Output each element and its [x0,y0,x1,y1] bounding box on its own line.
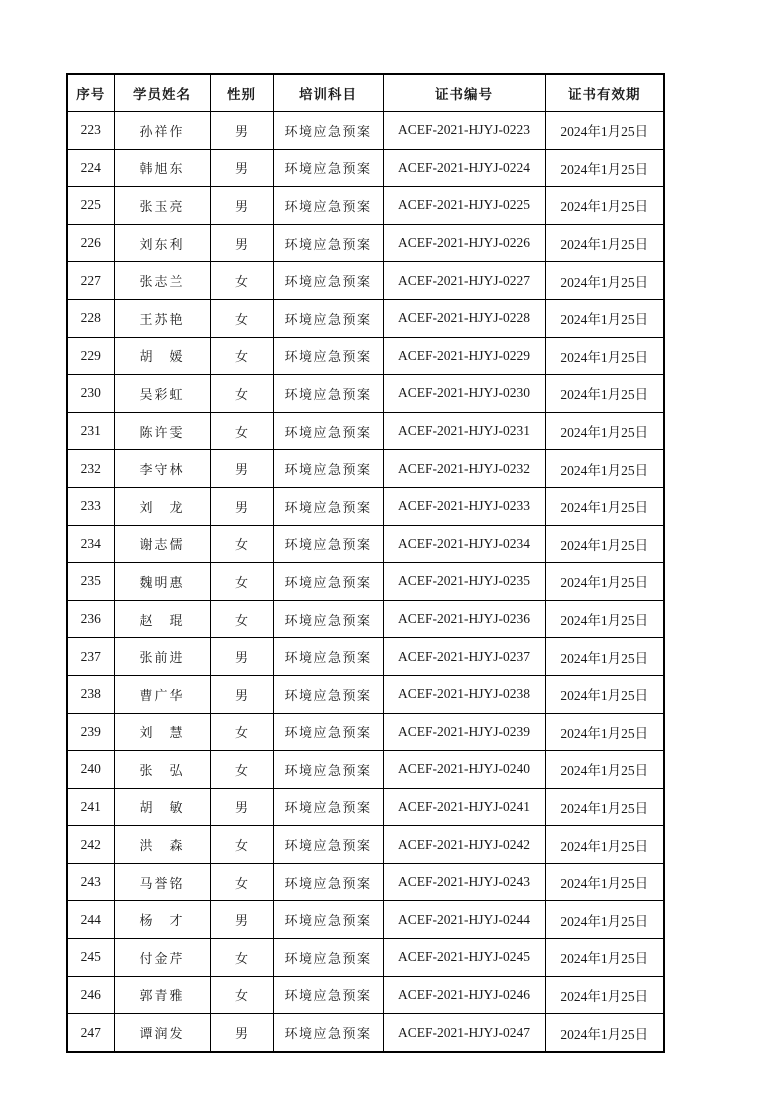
table-row [67,713,664,751]
gender-cell: 女 [210,751,273,789]
training-subject-cell: 环境应急预案 [273,600,383,638]
table-row [67,149,664,187]
certificate-validity-cell: 2024年1月25日 [545,149,664,187]
serial-cell: 227 [67,262,114,300]
training-subject-cell: 环境应急预案 [273,375,383,413]
table-row [67,187,664,225]
certificate-validity-cell: 2024年1月25日 [545,863,664,901]
gender-cell: 男 [210,187,273,225]
gender-cell: 女 [210,525,273,563]
certificate-number-cell: ACEF-2021-HJYJ-0245 [383,939,545,977]
student-name-cell: 刘 龙 [114,487,210,525]
student-name-cell: 马誉铭 [114,863,210,901]
gender-cell: 女 [210,863,273,901]
gender-cell: 男 [210,901,273,939]
certificate-number-cell: ACEF-2021-HJYJ-0244 [383,901,545,939]
table-row [67,788,664,826]
serial-cell: 242 [67,826,114,864]
certificate-number-cell: ACEF-2021-HJYJ-0236 [383,600,545,638]
serial-cell: 239 [67,713,114,751]
gender-cell: 女 [210,299,273,337]
certificate-validity-cell: 2024年1月25日 [545,751,664,789]
student-name-cell: 韩旭东 [114,149,210,187]
certificate-validity-cell: 2024年1月25日 [545,337,664,375]
serial-cell: 231 [67,412,114,450]
gender-cell: 女 [210,600,273,638]
training-subject-cell: 环境应急预案 [273,939,383,977]
column-header-training-subject: 培训科目 [273,74,383,112]
column-header-gender: 性别 [210,74,273,112]
table-row [67,487,664,525]
certificate-validity-cell: 2024年1月25日 [545,713,664,751]
serial-cell: 224 [67,149,114,187]
training-subject-cell: 环境应急预案 [273,337,383,375]
certificate-validity-cell: 2024年1月25日 [545,224,664,262]
training-subject-cell: 环境应急预案 [273,149,383,187]
certificate-validity-cell: 2024年1月25日 [545,487,664,525]
serial-cell: 243 [67,863,114,901]
serial-cell: 230 [67,375,114,413]
table-row [67,751,664,789]
gender-cell: 女 [210,262,273,300]
certificate-validity-cell: 2024年1月25日 [545,563,664,601]
table-row [67,224,664,262]
certificate-number-cell: ACEF-2021-HJYJ-0233 [383,487,545,525]
student-name-cell: 魏明惠 [114,563,210,601]
training-subject-cell: 环境应急预案 [273,262,383,300]
table-row [67,299,664,337]
certificate-validity-cell: 2024年1月25日 [545,187,664,225]
student-name-cell: 付金芹 [114,939,210,977]
table-row [67,337,664,375]
table-row [67,1014,664,1052]
serial-cell: 233 [67,487,114,525]
table-row [67,826,664,864]
certificate-validity-cell: 2024年1月25日 [545,1014,664,1052]
column-header-certificate-number: 证书编号 [383,74,545,112]
serial-cell: 234 [67,525,114,563]
gender-cell: 女 [210,976,273,1014]
training-subject-cell: 环境应急预案 [273,826,383,864]
certificate-validity-cell: 2024年1月25日 [545,976,664,1014]
gender-cell: 男 [210,1014,273,1052]
serial-cell: 228 [67,299,114,337]
table-row [67,563,664,601]
certificate-validity-cell: 2024年1月25日 [545,112,664,150]
training-subject-cell: 环境应急预案 [273,299,383,337]
gender-cell: 女 [210,375,273,413]
certificate-validity-cell: 2024年1月25日 [545,901,664,939]
certificate-validity-cell: 2024年1月25日 [545,412,664,450]
student-name-cell: 陈许雯 [114,412,210,450]
training-subject-cell: 环境应急预案 [273,187,383,225]
serial-cell: 247 [67,1014,114,1052]
table-row [67,412,664,450]
certificate-table [66,73,665,1053]
training-subject-cell: 环境应急预案 [273,224,383,262]
training-subject-cell: 环境应急预案 [273,563,383,601]
table-row [67,638,664,676]
serial-cell: 245 [67,939,114,977]
table-row [67,262,664,300]
training-subject-cell: 环境应急预案 [273,675,383,713]
certificate-validity-cell: 2024年1月25日 [545,788,664,826]
table-row [67,375,664,413]
certificate-number-cell: ACEF-2021-HJYJ-0231 [383,412,545,450]
certificate-validity-cell: 2024年1月25日 [545,600,664,638]
table-row [67,863,664,901]
certificate-validity-cell: 2024年1月25日 [545,262,664,300]
serial-cell: 240 [67,751,114,789]
training-subject-cell: 环境应急预案 [273,901,383,939]
student-name-cell: 刘 慧 [114,713,210,751]
table-row [67,675,664,713]
table-row [67,450,664,488]
certificate-number-cell: ACEF-2021-HJYJ-0227 [383,262,545,300]
gender-cell: 女 [210,412,273,450]
certificate-number-cell: ACEF-2021-HJYJ-0242 [383,826,545,864]
certificate-number-cell: ACEF-2021-HJYJ-0232 [383,450,545,488]
student-name-cell: 曹广华 [114,675,210,713]
certificate-validity-cell: 2024年1月25日 [545,375,664,413]
gender-cell: 女 [210,713,273,751]
serial-cell: 238 [67,675,114,713]
serial-cell: 226 [67,224,114,262]
training-subject-cell: 环境应急预案 [273,976,383,1014]
gender-cell: 男 [210,675,273,713]
serial-cell: 225 [67,187,114,225]
certificate-number-cell: ACEF-2021-HJYJ-0225 [383,187,545,225]
gender-cell: 男 [210,224,273,262]
training-subject-cell: 环境应急预案 [273,751,383,789]
serial-cell: 244 [67,901,114,939]
training-subject-cell: 环境应急预案 [273,638,383,676]
certificate-number-cell: ACEF-2021-HJYJ-0243 [383,863,545,901]
training-subject-cell: 环境应急预案 [273,412,383,450]
certificate-number-cell: ACEF-2021-HJYJ-0224 [383,149,545,187]
student-name-cell: 郭青雅 [114,976,210,1014]
student-name-cell: 胡 媛 [114,337,210,375]
certificate-number-cell: ACEF-2021-HJYJ-0230 [383,375,545,413]
certificate-number-cell: ACEF-2021-HJYJ-0223 [383,112,545,150]
serial-cell: 223 [67,112,114,150]
column-header-serial: 序号 [67,74,114,112]
training-subject-cell: 环境应急预案 [273,112,383,150]
student-name-cell: 刘东利 [114,224,210,262]
student-name-cell: 谭润发 [114,1014,210,1052]
serial-cell: 246 [67,976,114,1014]
table-header [67,74,664,112]
gender-cell: 女 [210,563,273,601]
certificate-number-cell: ACEF-2021-HJYJ-0247 [383,1014,545,1052]
gender-cell: 男 [210,487,273,525]
certificate-number-cell: ACEF-2021-HJYJ-0234 [383,525,545,563]
table-row [67,525,664,563]
serial-cell: 232 [67,450,114,488]
student-name-cell: 王苏艳 [114,299,210,337]
certificate-number-cell: ACEF-2021-HJYJ-0228 [383,299,545,337]
gender-cell: 男 [210,788,273,826]
table-row [67,976,664,1014]
certificate-validity-cell: 2024年1月25日 [545,939,664,977]
certificate-validity-cell: 2024年1月25日 [545,826,664,864]
training-subject-cell: 环境应急预案 [273,863,383,901]
training-subject-cell: 环境应急预案 [273,1014,383,1052]
certificate-number-cell: ACEF-2021-HJYJ-0241 [383,788,545,826]
serial-cell: 241 [67,788,114,826]
header-row [67,74,664,112]
student-name-cell: 孙祥作 [114,112,210,150]
certificate-validity-cell: 2024年1月25日 [545,638,664,676]
certificate-validity-cell: 2024年1月25日 [545,675,664,713]
certificate-number-cell: ACEF-2021-HJYJ-0235 [383,563,545,601]
gender-cell: 男 [210,112,273,150]
table-row [67,901,664,939]
student-name-cell: 谢志儒 [114,525,210,563]
table-row [67,112,664,150]
certificate-number-cell: ACEF-2021-HJYJ-0238 [383,675,545,713]
table-row [67,939,664,977]
serial-cell: 236 [67,600,114,638]
gender-cell: 男 [210,450,273,488]
training-subject-cell: 环境应急预案 [273,450,383,488]
student-name-cell: 李守林 [114,450,210,488]
student-name-cell: 张 弘 [114,751,210,789]
gender-cell: 男 [210,638,273,676]
certificate-number-cell: ACEF-2021-HJYJ-0240 [383,751,545,789]
column-header-certificate-validity: 证书有效期 [545,74,664,112]
serial-cell: 235 [67,563,114,601]
certificate-number-cell: ACEF-2021-HJYJ-0246 [383,976,545,1014]
serial-cell: 237 [67,638,114,676]
certificate-validity-cell: 2024年1月25日 [545,450,664,488]
certificate-number-cell: ACEF-2021-HJYJ-0237 [383,638,545,676]
certificate-validity-cell: 2024年1月25日 [545,299,664,337]
training-subject-cell: 环境应急预案 [273,487,383,525]
gender-cell: 女 [210,939,273,977]
training-subject-cell: 环境应急预案 [273,713,383,751]
student-name-cell: 杨 才 [114,901,210,939]
certificate-number-cell: ACEF-2021-HJYJ-0229 [383,337,545,375]
student-name-cell: 吴彩虹 [114,375,210,413]
table-row [67,600,664,638]
training-subject-cell: 环境应急预案 [273,788,383,826]
student-name-cell: 张玉亮 [114,187,210,225]
certificate-number-cell: ACEF-2021-HJYJ-0239 [383,713,545,751]
table-body [67,112,664,1052]
student-name-cell: 张志兰 [114,262,210,300]
gender-cell: 女 [210,826,273,864]
certificate-number-cell: ACEF-2021-HJYJ-0226 [383,224,545,262]
student-name-cell: 胡 敏 [114,788,210,826]
student-name-cell: 洪 森 [114,826,210,864]
column-header-student-name: 学员姓名 [114,74,210,112]
certificate-validity-cell: 2024年1月25日 [545,525,664,563]
gender-cell: 女 [210,337,273,375]
gender-cell: 男 [210,149,273,187]
student-name-cell: 赵 琨 [114,600,210,638]
student-name-cell: 张前进 [114,638,210,676]
training-subject-cell: 环境应急预案 [273,525,383,563]
serial-cell: 229 [67,337,114,375]
